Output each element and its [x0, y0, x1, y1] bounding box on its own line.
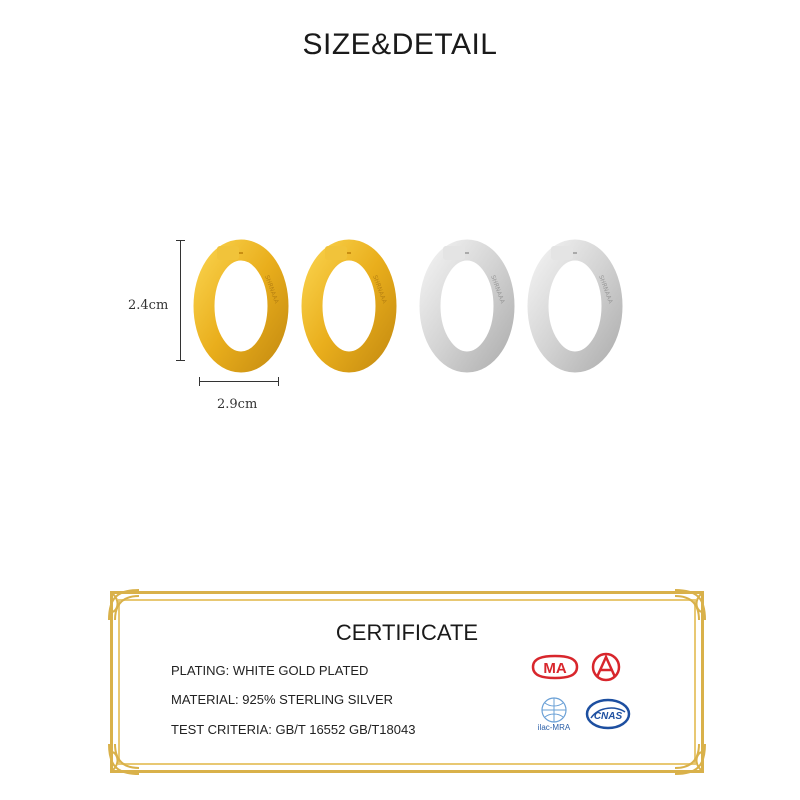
height-dimension-tick-top [176, 240, 185, 241]
ilac-logo-text: ilac-MRA [537, 723, 571, 732]
ma-logo-icon [531, 654, 579, 680]
silver-hoop-earring-1 [419, 236, 515, 374]
height-label: 2.4cm [128, 298, 169, 313]
width-label: 2.9cm [217, 397, 258, 412]
ornament-corner-icon [107, 588, 141, 622]
certificate-panel [110, 591, 704, 773]
test-criteria-text: TEST CRITERIA: GB/T 16552 GB/T18043 [171, 722, 416, 737]
height-dimension-line [180, 240, 181, 361]
plating-text: PLATING: WHITE GOLD PLATED [171, 663, 369, 678]
svg-text:SHRNAAA: SHRNAAA [489, 274, 506, 305]
height-dimension-tick-bottom [176, 360, 185, 361]
gold-hoop-earring-2 [301, 236, 397, 374]
material-text: MATERIAL: 925% STERLING SILVER [171, 692, 394, 707]
cnas-logo-icon [585, 698, 631, 730]
svg-text:SHRNAAA: SHRNAAA [263, 274, 280, 305]
svg-text:SHRNAAA: SHRNAAA [371, 274, 388, 305]
page-title: SIZE&DETAIL [302, 28, 498, 61]
cal-logo-icon [589, 651, 623, 683]
width-dimension-line [199, 381, 279, 382]
ma-logo-text: MA [543, 660, 567, 677]
width-dimension-tick-left [199, 377, 200, 386]
width-dimension-tick-right [278, 377, 279, 386]
certificate-title: CERTIFICATE [335, 620, 479, 645]
ornament-corner-icon [673, 588, 707, 622]
gold-hoop-earring-1 [193, 236, 289, 374]
cnas-logo-text: CNAS [593, 711, 623, 722]
ilac-mra-logo-icon [530, 696, 578, 736]
ornament-corner-icon [673, 742, 707, 776]
svg-text:SHRNAAA: SHRNAAA [597, 274, 614, 305]
ornament-corner-icon [107, 742, 141, 776]
silver-hoop-earring-2 [527, 236, 623, 374]
